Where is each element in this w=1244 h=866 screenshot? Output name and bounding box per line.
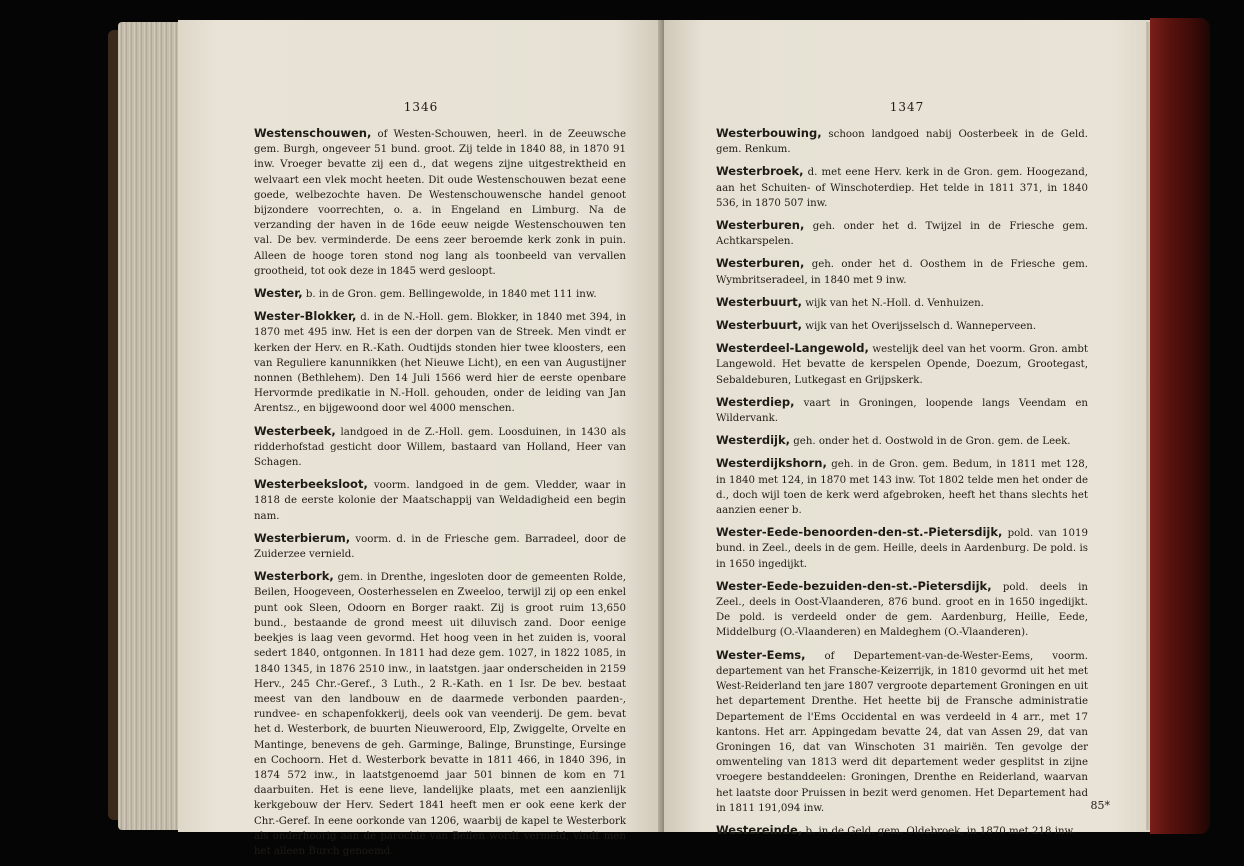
entry-text: voorm. landgoed in de gem. Vledder, waar in 1818 de eerste kolonie der Maatschappij van Weldadigheid een begin nam. xyxy=(254,480,626,522)
entry-text: westelijk deel van het voorm. Gron. ambt Langewold. Het bevatte de kerspelen Opende, Doezum, Grootegast, Sebaldeburen, Lutkegast en Grijpskerk. xyxy=(716,344,1088,386)
headword: Westerdeel-Langewold, xyxy=(716,341,869,356)
page-number-right: 1347 xyxy=(889,100,925,114)
headword: Westerbeeksloot, xyxy=(254,477,368,492)
headword: Wester-Blokker, xyxy=(254,309,357,324)
entry xyxy=(254,424,626,471)
entry-text: geh. onder het d. Oosthem in de Friesche gem. Wymbritseradeel, in 1840 met 9 inw. xyxy=(716,259,1088,286)
entry-text: vaart in Groningen, loopende langs Veendam en Wildervank. xyxy=(716,397,1088,425)
headword: Wester-Eems, xyxy=(716,647,806,662)
headword: Westerdijkshorn, xyxy=(716,456,827,471)
headword: Westerburen, xyxy=(716,218,805,233)
entry xyxy=(254,531,626,562)
entry xyxy=(254,126,626,279)
entry xyxy=(716,318,1088,334)
headword: Westerbouwing, xyxy=(716,126,822,140)
entry xyxy=(254,286,626,302)
headword: Wester-Eede-benoorden-den-st.-Pietersdijk, xyxy=(716,525,1003,540)
right-page xyxy=(664,20,1150,837)
entry-text: wijk van het N.-Holl. d. Venhuizen. xyxy=(802,297,984,309)
headword: Wester, xyxy=(254,286,303,301)
entry-text: d. in de N.-Holl. gem. Blokker, in 1840 met 394, in 1870 met 495 inw. Het is een der dorpen van de Streek. Men vindt er kerken der Herv. en R.-Kath. Oudtijds stonden hier twee kloosters, een van Reguliere kanunnikken (het Nieuwe Licht), en een van Augustijner nonnen (Bethlehem). Den 14 Juli 1566 werd hier de eerste openbare Hervormde predikatie in N.-Holl. gehouden, onder de leiding van Jan Arentsz., en bijgewoond door wel 4000 menschen. xyxy=(254,312,626,415)
entry-text: landgoed in de Z.-Holl. gem. Loosduinen, in 1430 als ridderhofstad gesticht door Willem, bastaard van Holland, Heer van Schagen. xyxy=(254,426,626,469)
headword: Westereinde, xyxy=(716,822,803,837)
entry xyxy=(254,309,626,416)
entry xyxy=(716,218,1088,249)
entry-text: wijk van het Overijsselsch d. Wanneperveen. xyxy=(802,321,1037,333)
entry xyxy=(254,477,626,524)
entry xyxy=(716,256,1088,287)
entry-text: geh. onder het d. Oostwold in de Gron. gem. de Leek. xyxy=(790,436,1071,448)
entry xyxy=(716,126,1088,157)
headword: Westerburen, xyxy=(716,256,805,271)
entry xyxy=(716,295,1088,311)
entry-text: pold. van 1019 bund. in Zeel., deels in de gem. Heille, deels in Aardenburg. De pold. is in 1650 ingedijkt. xyxy=(716,528,1088,570)
entry xyxy=(716,456,1088,518)
left-column xyxy=(254,126,626,866)
entry-text: voorm. d. in de Friesche gem. Barradeel, door de Zuiderzee vernield. xyxy=(254,533,626,561)
headword: Westerdijk, xyxy=(716,433,791,448)
headword: Westerbuurt, xyxy=(716,318,803,333)
entry xyxy=(716,525,1088,572)
entry-text: of Departement-van-de-Wester-Eems, voorm. departement van het Fransche-Keizerrijk, in 1810 gevormd uit het met West-Reiderland ten jare 1807 vergroote departement Groningen en uit het departement Drenthe. Het heette bij de Fransche administratie Departement de l'Ems Occidental en was verdeeld in 4 arr., met 17 kantons. Het arr. Appingedam bevatte 24, dat van Assen 29, dat van Groningen 16, dat van Winschoten 31 mairiën. Ten gevolge der omwenteling van 1813 werd dit departement weder gesplitst in zijne vroegere bestanddeelen: Groningen, Drenthe en Reiderland, waarvan het laatste door Pruissen in bezit werd genomen. Het Departement had in 1811 191,094 inw. xyxy=(716,650,1088,814)
page-edges-left xyxy=(118,22,182,830)
entry xyxy=(254,569,626,859)
book-cover-right xyxy=(1150,18,1210,834)
entry-text: pold. deels in Zeel., deels in Oost-Vlaanderen, 876 bund. groot en in 1650 ingedijkt. De pold. is verdeeld onder de gem. Aardenburg, Heille, Eede, Middelburg (O.-Vlaanderen) en Maldeghem (O.-Vlaanderen). xyxy=(716,581,1088,639)
entry-text: b. in de Gron. gem. Bellingewolde, in 1840 met 111 inw. xyxy=(302,289,597,301)
headword: Wester-Eede-bezuiden-den-st.-Pietersdijk, xyxy=(716,578,992,593)
headword: Westerbroek, xyxy=(716,164,804,179)
entry-text: geh. onder het d. Twijzel in de Friesche gem. Achtkarspelen. xyxy=(716,221,1088,248)
entry-text: gem. in Drenthe, ingesloten door de gemeenten Rolde, Beilen, Hoogeveen, Oosterhesselen en Zweeloo, terwijl zij op een enkel punt ook Sleen, Odoorn en Borger raakt. Zij is groot ruim 13,650 bund., bestaande de grond meest uit diluvisch zand. Door eenige beekjes is laag veen gevormd. Het hoog veen in het zuiden is, vooral sedert 1840, ontgonnen. In 1811 had deze gem. 1027, in 1822 1085, in 1840 1345, in 1876 2510 inw., in laatstgen. jaar onderscheiden in 2159 Herv., 245 Chr.-Geref., 3 Luth., 2 R.-Kath. en 1 Isr. De bev. bestaat meest van den landbouw en de daarmede verbonden paarden-, rundvee- en schapenfokkerij, deels ook van veenderij. De gem. bevat het d. Westerbork, de buurten Nieuweroord, Elp, Zwiggelte, Orvelte en Mantinge, benevens de geh. Garminge, Balinge, Brunstinge, Eursinge en Cochoorn. Het d. Westerbork bevatte in 1811 466, in 1840 396, in 1874 572 inw., in laatstgenoemd jaar 501 binnen de kom en 71 daarbuiten. Het is eene lieve, landelijke plaats, met een aanzienlijk kerkgebouw der Herv. Sedert 1841 heeft men er ook eene kerk der Chr.-Geref. In eene oorkonde van 1206, waarbij de kapel te Westerbork als onderhoorig aan de parochie van Beilen wordt vermeld, vindt men het alleen Burch genoemd. xyxy=(254,572,626,857)
page-number-left: 1346 xyxy=(403,100,439,114)
entry-text: geh. in de Gron. gem. Bedum, in 1811 met 128, in 1840 met 124, in 1870 met 143 inw. Tot 1802 telde men het onder de d., doch wijl toen de kerk werd afgebroken, heeft het thans slechts het aanzien eener b. xyxy=(716,459,1089,517)
entry xyxy=(716,823,1088,839)
entry-text: b. in de Geld. gem. Oldebroek, in 1870 met 218 inw. xyxy=(802,825,1076,837)
entry-text: schoon landgoed nabij Oosterbeek in de Geld. gem. Renkum. xyxy=(716,129,1088,156)
entry xyxy=(716,579,1088,641)
entry-text: of Westen-Schouwen, heerl. in de Zeeuwsche gem. Burgh, ongeveer 51 bund. groot. Zij telde in 1840 88, in 1870 91 inw. Vroeger bevatte zij een d., dat wegens zijne uitgestrektheid en welvaart een vlek mocht heeten. Dit oude Westenschouwen bezat eene goede, welbezochte haven. De Westenschouwensche handel genoot bijzondere voorrechten, o. a. in Engeland en Limburg. Na de verzanding der haven in de 16de eeuw neigde Westenschouwen ten val. De bev. verminderde. De eens zeer beroemde kerk zonk in puin. Alleen de hooge toren stond nog lang als toonbeeld van vervallen grootheid, tot ook deze in 1845 werd gesloopt. xyxy=(254,129,626,277)
headword: Westenschouwen, xyxy=(254,126,372,140)
signature-mark: 85* xyxy=(1090,799,1110,812)
headword: Westerbuurt, xyxy=(716,294,803,309)
right-column xyxy=(716,126,1088,846)
entry xyxy=(716,433,1088,449)
headword: Westerbeek, xyxy=(254,423,336,438)
entry xyxy=(716,164,1088,211)
left-page xyxy=(178,20,664,857)
entry xyxy=(716,648,1088,816)
entry-text: d. met eene Herv. kerk in de Gron. gem. Hoogezand, aan het Schuiten- of Winschoterdiep. Het telde in 1811 371, in 1840 536, in 1870 507 inw. xyxy=(716,167,1088,209)
entry xyxy=(716,395,1088,426)
headword: Westerdiep, xyxy=(716,394,795,409)
headword: Westerbork, xyxy=(254,569,334,584)
entry xyxy=(716,341,1088,388)
headword: Westerbierum, xyxy=(254,530,351,545)
